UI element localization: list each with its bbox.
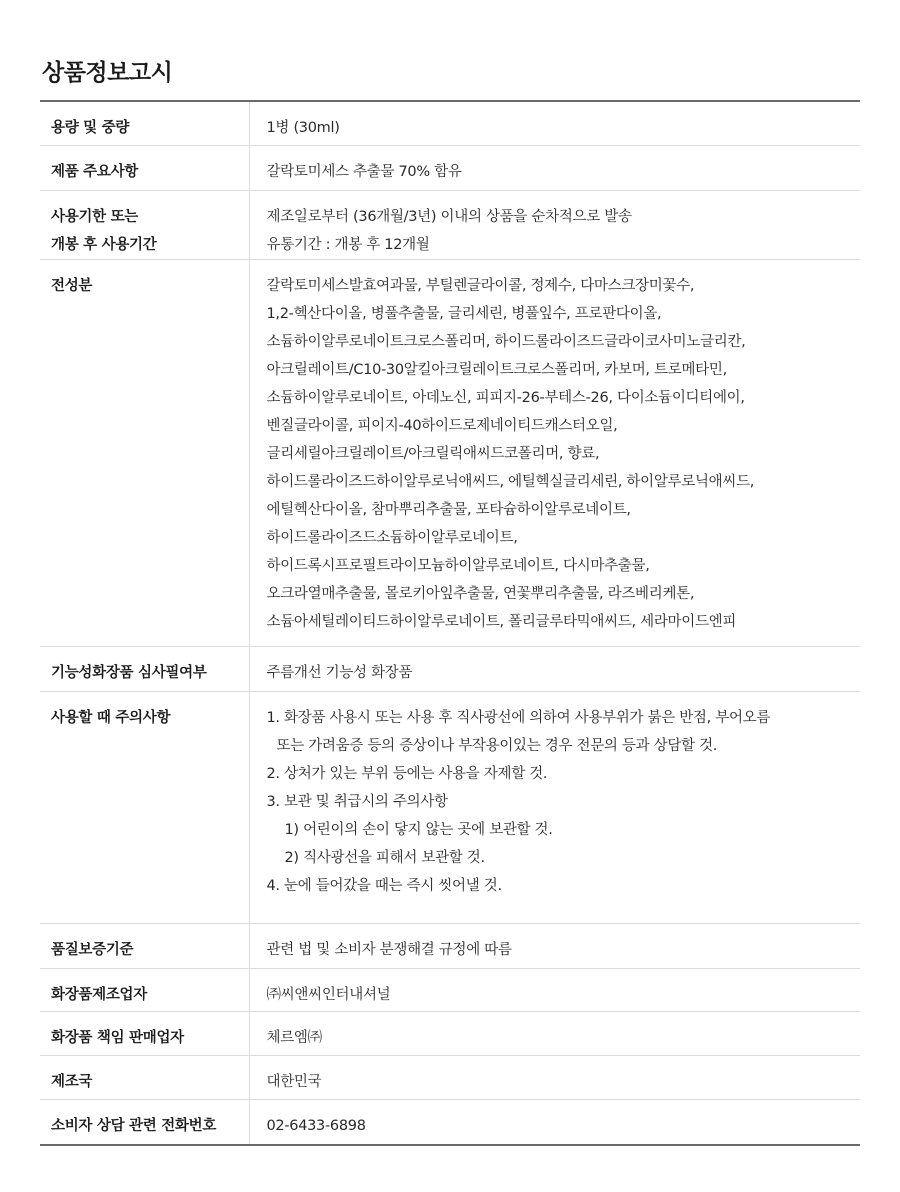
row-label: 사용기한 또는 개봉 후 사용기간: [40, 190, 249, 259]
row-label: 용량 및 중량: [40, 101, 249, 145]
row-value: 02-6433-6898: [266, 1117, 366, 1134]
row-value: 갈락토미세스 추출물 70% 함유: [249, 145, 860, 190]
table-row: [40, 101, 860, 145]
table-row: [40, 923, 860, 968]
table-row: [40, 1099, 860, 1145]
table-row: [40, 968, 860, 1011]
page-title: 상품정보고시: [42, 60, 173, 86]
caution-list: 1. 화장품 사용시 또는 사용 후 직사광선에 의하여 사용부위가 붉은 반점, 부어오름 또는 가려움증 등의 증상이나 부작용이있는 경우 전문의 등과 상담할 것. 2. 상처가 있는 부위 등에는 사용을 자제할 것. 3. 보관 및 취급시의 주의사항 1) 어린이의 손이 닿지 않는 곳에 보관할 것. 2) 직사광선을 피해서 보관할 것. 4. 눈에 들어갔을 때는 즉시 씻어낼 것.: [249, 691, 860, 923]
row-value: 주름개선 기능성 화장품: [249, 646, 860, 691]
row-value: 제조일로부터 (36개월/3년) 이내의 상품을 순차적으로 발송 유통기간 : 개봉 후 12개월: [249, 190, 860, 259]
product-info-table: [40, 100, 860, 1146]
row-value: 대한민국: [249, 1055, 860, 1099]
row-label: 제품 주요사항: [40, 145, 249, 190]
row-label: 기능성화장품 심사필여부: [40, 646, 249, 691]
table-row: [40, 1055, 860, 1099]
table-row: [40, 1011, 860, 1055]
row-value: ㈜씨앤씨인터내셔널: [249, 968, 860, 1011]
row-label: 제조국: [40, 1055, 249, 1099]
row-value: 체르엠㈜: [249, 1011, 860, 1055]
row-value: 1병 (30ml): [249, 101, 860, 145]
table-row: [40, 145, 860, 190]
row-label: 화장품제조업자: [40, 968, 249, 1011]
row-label: 사용할 때 주의사항: [40, 691, 249, 923]
row-label: 전성분: [40, 259, 249, 646]
row-label: 소비자 상담 관련 전화번호: [40, 1099, 249, 1145]
table-row: [40, 646, 860, 691]
row-label: 품질보증기준: [40, 923, 249, 968]
row-value: 관련 법 및 소비자 분쟁해결 규정에 따름: [249, 923, 860, 968]
table-row: [40, 190, 860, 259]
table-row: [40, 691, 860, 923]
table-row: [40, 259, 860, 646]
row-label: 화장품 책임 판매업자: [40, 1011, 249, 1055]
ingredients-list: 갈락토미세스발효여과물, 부틸렌글라이콜, 정제수, 다마스크장미꽃수, 1,2-헥산다이올, 병풀추출물, 글리세린, 병풀잎수, 프로판다이올, 소듐하이알루로네이트크로스폴리머, 하이드롤라이즈드글라이코사미노글리칸, 아크릴레이트/C10-30알킬아크릴레이트크로스폴리머, 카보머, 트로메타민, 소듐하이알루로네이트, 아데노신, 피피지-26-부테스-26, 다이소듐이디티에이, 벤질글라이콜, 피이지-40하이드로제네이티드캐스터오일, 글리세릴아크릴레이트/아크릴릭애씨드코폴리머, 향료, 하이드롤라이즈드하이알루로닉애씨드, 에틸헥실글리세린, 하이알루로닉애씨드, 에틸헥산다이올, 참마뿌리추출물, 포타슘하이알루로네이트, 하이드롤라이즈드소듐하이알루로네이트, 하이드록시프로필트라이모늄하이알루로네이트, 다시마추출물, 오크라열매추출물, 몰로키아잎추출물, 연꽃뿌리추출물, 라즈베리케톤, 소듐아세틸레이티드하이알루로네이트, 폴리글루타믹애씨드, 세라마이드엔피: [249, 259, 860, 646]
